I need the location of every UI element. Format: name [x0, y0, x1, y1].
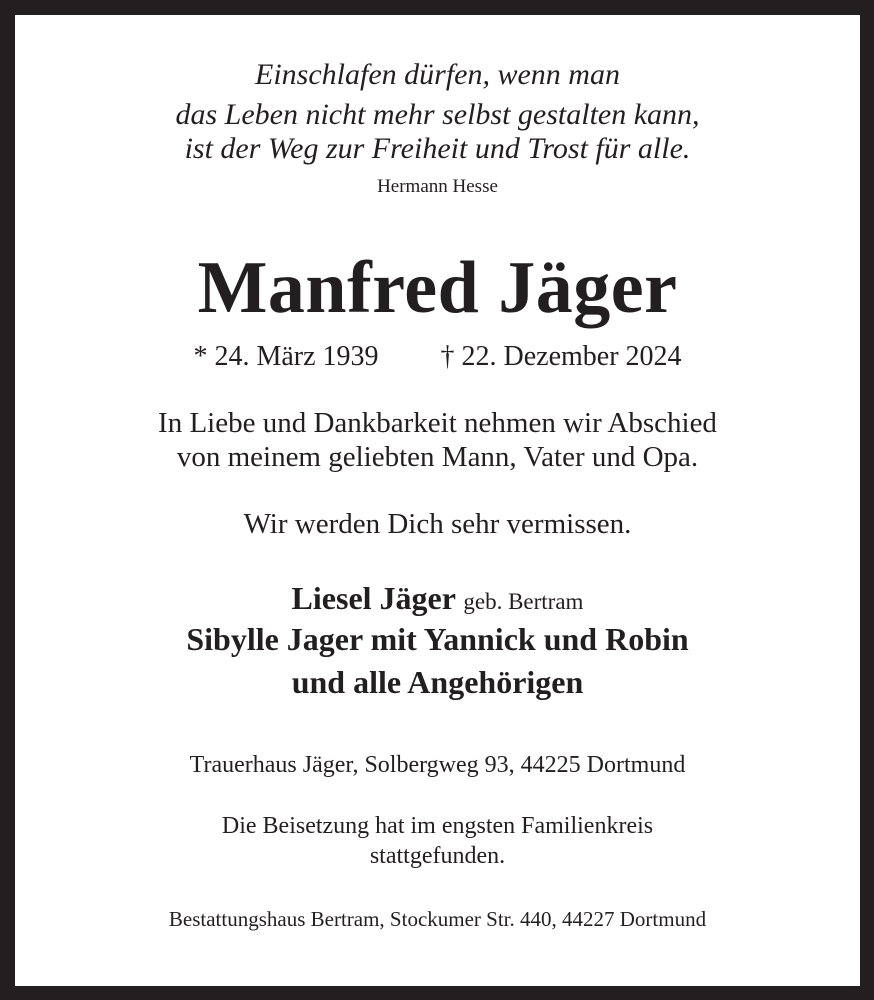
death-date: † 22. Dezember 2024 [440, 341, 682, 372]
life-dates [15, 341, 860, 373]
mourner-secondary: Sibylle Jager mit Yannick und Robin [186, 621, 689, 657]
closing-line: Wir werden Dich sehr vermissen. [243, 508, 632, 540]
quote-author: Hermann Hesse [377, 176, 498, 197]
quote-line: ist der Weg zur Freiheit und Trost für alle. [184, 132, 691, 165]
mourning-house-address: Trauerhaus Jäger, Solbergweg 93, 44225 Dortmund [189, 752, 686, 778]
funeral-line: Die Beisetzung hat im engsten Familienkreis [221, 813, 654, 839]
birth-date: * 24. März 1939 [193, 341, 379, 372]
undertaker: Bestattungshaus Bertram, Stockumer Str. 440, 44227 Dortmund [168, 907, 707, 931]
mourner-others: und alle Angehörigen [291, 664, 584, 700]
quote-line: das Leben nicht mehr selbst gestalten kann, [175, 98, 700, 131]
deceased-name: Manfred Jäger [197, 247, 678, 329]
funeral-line: stattgefunden. [369, 843, 506, 869]
message-line: In Liebe und Dankbarkeit nehmen wir Abschied [158, 407, 717, 439]
message-line: von meinem geliebten Mann, Vater und Opa. [176, 441, 699, 473]
mourner-primary-name: Liesel Jäger [291, 580, 456, 616]
quote-line: Einschlafen dürfen, wenn man [255, 58, 620, 91]
mourner-primary [15, 580, 860, 617]
mourner-primary-maiden-name: geb. Bertram [463, 589, 584, 614]
